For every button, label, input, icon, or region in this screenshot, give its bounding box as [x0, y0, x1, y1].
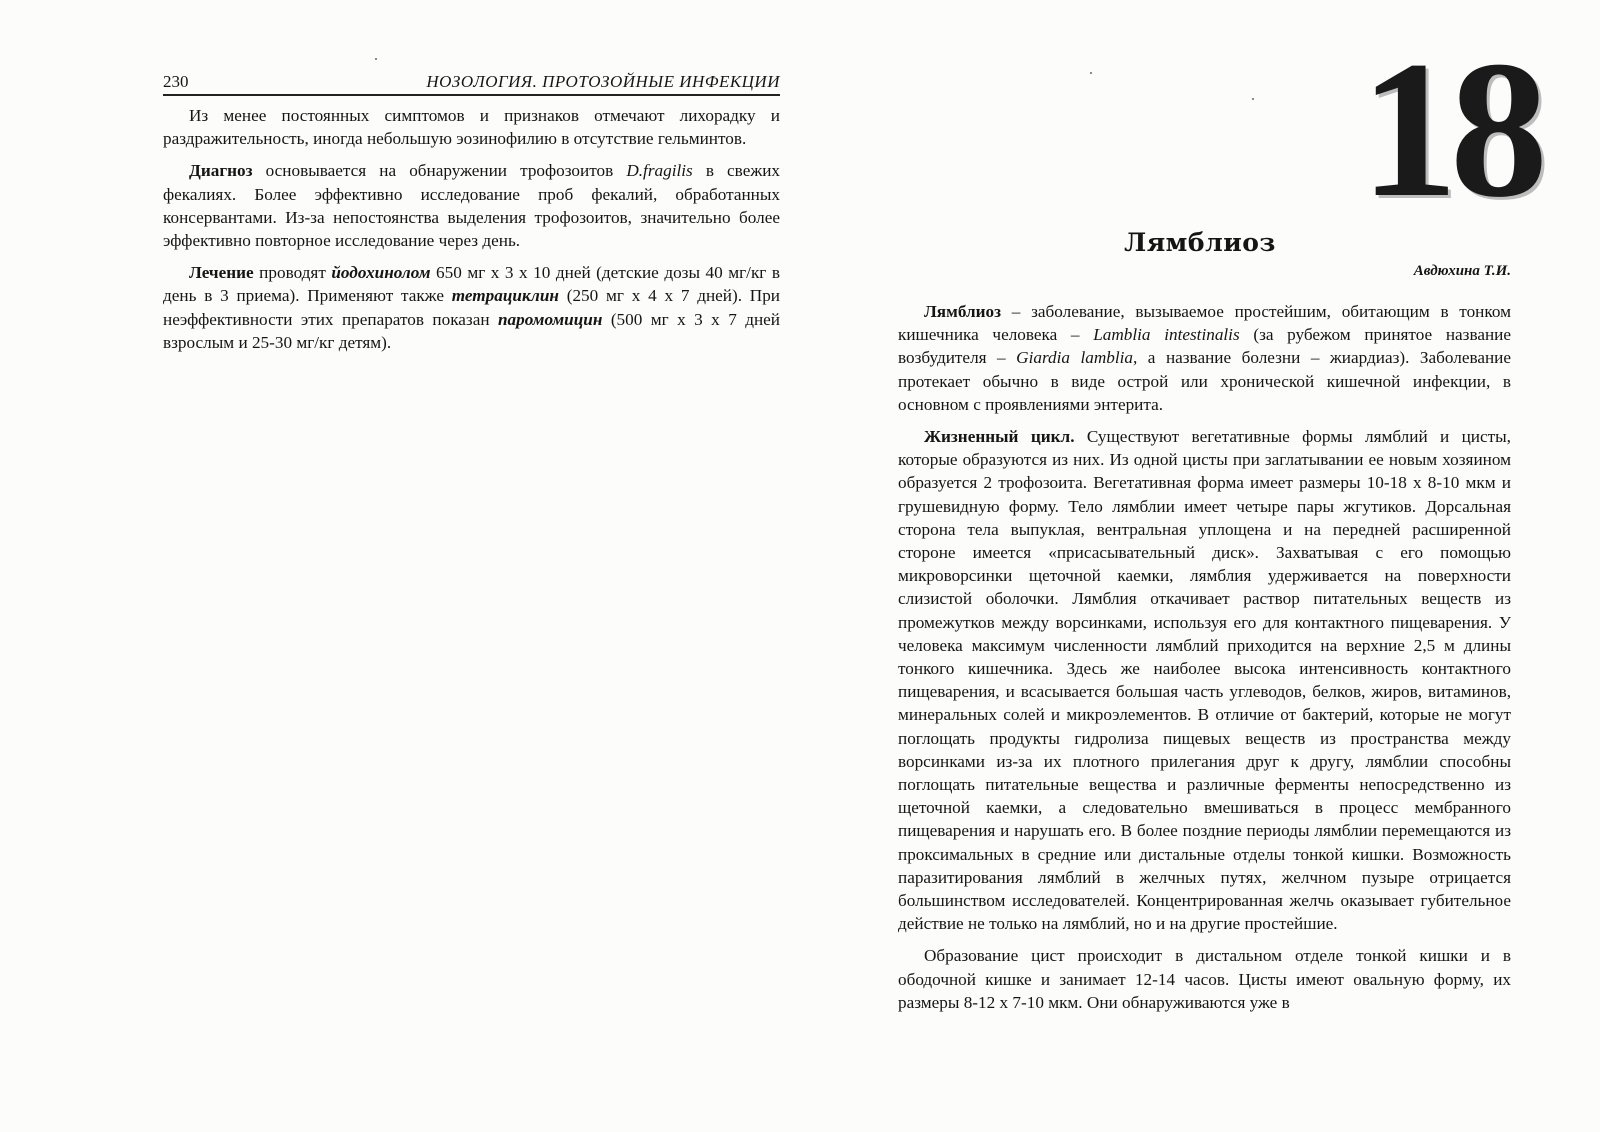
lead-life-cycle: Жизненный цикл.: [924, 427, 1075, 447]
text-span: основывается на обнаружении трофозоитов: [252, 161, 627, 181]
text-span: проводят: [253, 263, 332, 283]
paragraph-cyst-formation: Образование цист происходит в дистальном отделе тонкой кишки и в ободочной кишке и занимает 12-14 часов. Цисты имеют овальную форму, их размеры 8-12 х 7-10 мкм. Они обнаруживаются уже в: [898, 946, 1511, 1012]
text-span: 650 мг х 3 х 10 дней (детские дозы 40 мг/кг в день в 3 приема). Применяют также: [163, 263, 780, 306]
text-span: (250 мг х 4 х 7 дней). При неэффективности этих препаратов показан: [163, 286, 780, 329]
paragraph-life-cycle: [898, 425, 1511, 935]
chapter-title: Лямблиоз: [1124, 228, 1276, 257]
text-span: (500 мг х 3 х 7 дней взрослым и 25-30 мг/кг детям).: [163, 309, 781, 352]
species-name: Giardia lamblia: [1016, 348, 1133, 368]
text-span: – заболевание, вызываемое простейшим, обитающим в тонком кишечника человека –: [898, 302, 1511, 345]
species-name: D.fragilis: [626, 161, 693, 181]
text-span: Существуют вегетативные формы лямблий и цисты, которые образуются из них. Из одной цисты при заглатывании ее новым хозяином образуется 2 трофозоита. Вегетативная форма имеет размеры 10-18 х 8-10 мкм и грушевидную форму. Тело лямблии имеет четыре пары жгутиков. Дорсальная сторона тела выпуклая, вентральная уплощена и на передней расширенной стороне имеется «присасывательный диск». Захватывая с его помощью микроворсинки щеточной каемки, лямблия удерживается на поверхности слизистой оболочки. Лямблия откачивает раствор питательных веществ из промежутков между ворсинками, используя его для контактного пищеварения. У человека максимум численности лямблий приходится на верхние 2,5 м длины тонкого кишечника. Здесь же наиболее высока интенсивность контактного пищеварения, и всасывается большая часть углеводов, белков, жиров, витаминов, минеральных солей и микроэлементов. В отличие от бактерий, которые не могут поглощать продукты гидролиза пищевых веществ из пространства между ворсинками из-за их плотного прилегания друг к другу, лямблии способны поглощать питательные вещества и различные ферменты непосредственно из щеточной каемки, а следовательно вмешиваться в процесс мембранного пищеварения и нарушать его. В более поздние периоды лямблии перемещаются из проксимальных в средние или дистальные отделы тонкой кишки. Возможность паразитирования лямблий в желчных путях, желчном пузыре отрицается большинством исследователей. Концентрированная желчь оказывает губительное действие не только на лямблий, но и на другие простейшие.: [898, 427, 1511, 934]
lead-treatment: Лечение: [189, 263, 254, 283]
right-page: [800, 0, 1600, 1132]
running-header: [163, 72, 780, 96]
drug-name: йодохинолом: [331, 263, 431, 283]
paragraph-diagnosis: [163, 159, 780, 252]
text-span: (за рубежом принятое название возбудителя –: [898, 325, 1511, 368]
paragraph-definition: [898, 300, 1511, 416]
chapter-author: Авдюхина Т.И.: [1413, 263, 1511, 279]
chapter-number: 18: [1360, 21, 1540, 238]
paragraph-treatment: [163, 261, 780, 354]
scan-speck: [375, 58, 377, 60]
species-name: Lamblia intestinalis: [1093, 325, 1240, 345]
text-span: , а название болезни – жиардиаз). Заболевание протекает обычно в виде острой или хронической кишечной инфекции, в основном с проявлениями энтерита.: [898, 348, 1511, 414]
page-number: 230: [163, 72, 189, 91]
lead-diagnosis: Диагноз: [189, 161, 253, 181]
paragraph-symptoms: Из менее постоянных симптомов и признаков отмечают лихорадку и раздражительность, иногда небольшую эозинофилию в отсутствие гельминтов.: [163, 106, 780, 149]
lead-giardiasis: Лямблиоз: [924, 302, 1002, 321]
text-span: в свежих фекалиях. Более эффективно исследование проб фекалий, обработанных консервантами. Из-за непостоянства выделения трофозоитов, значительно более эффективно повторное исследование через день.: [163, 161, 780, 251]
right-text-column: [898, 300, 1511, 1023]
running-title: НОЗОЛОГИЯ. ПРОТОЗОЙНЫЕ ИНФЕКЦИИ: [426, 72, 780, 91]
left-text-column: [163, 104, 780, 363]
scan-speck: [1252, 98, 1254, 100]
drug-name: тетрациклин: [451, 286, 559, 306]
drug-name: паромомицин: [497, 309, 603, 329]
scan-speck: [1090, 72, 1092, 74]
